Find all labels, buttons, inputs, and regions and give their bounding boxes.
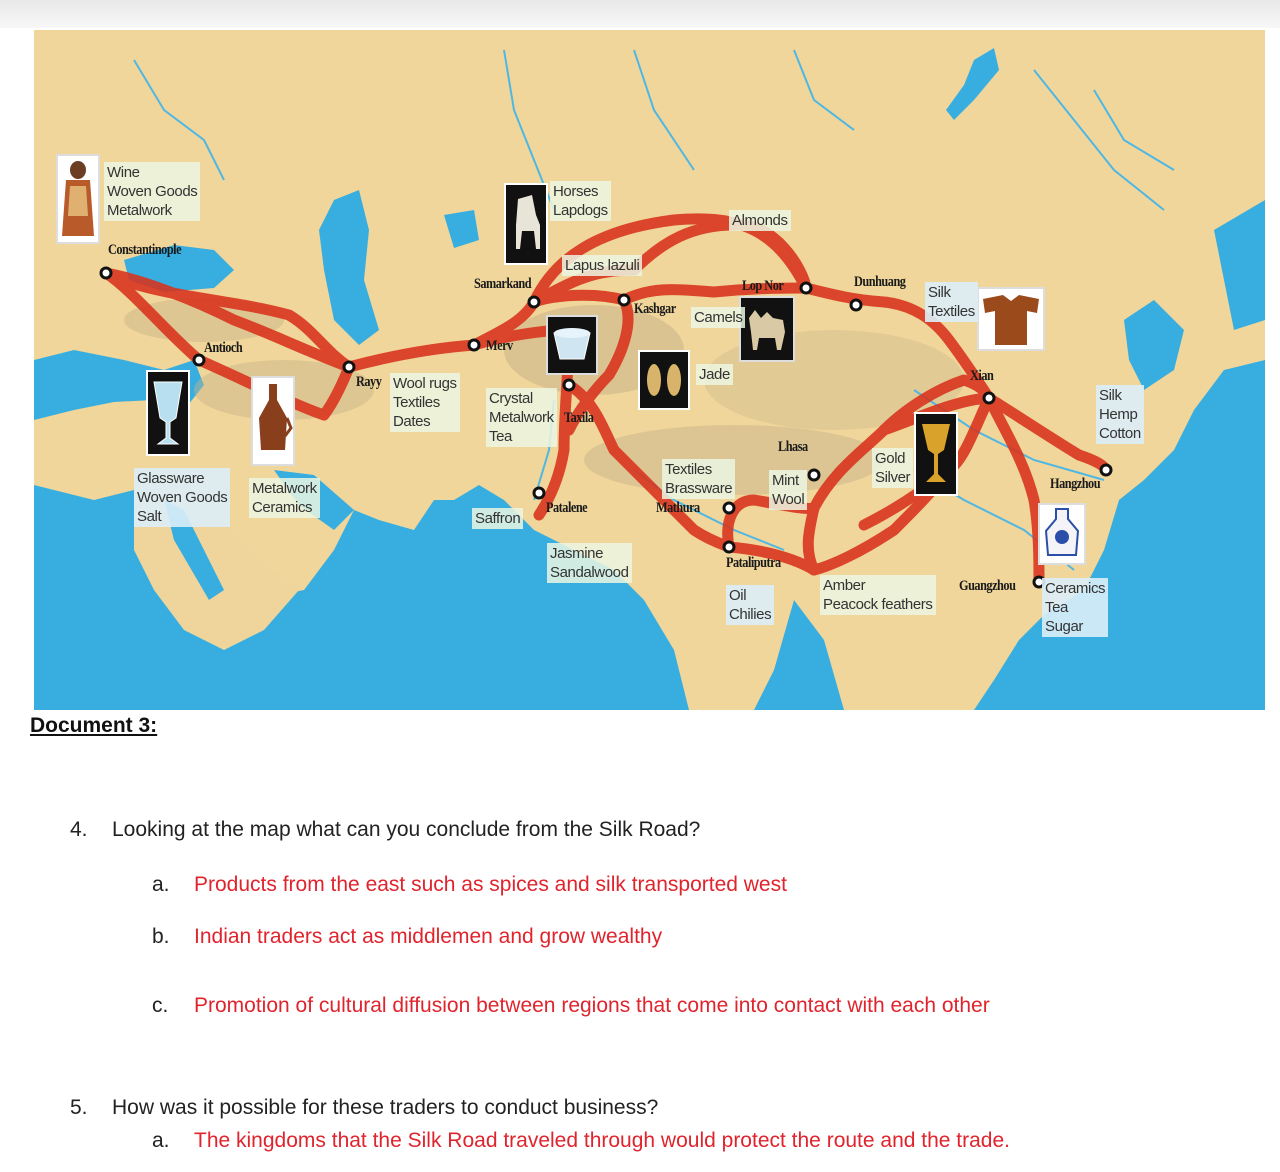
city-mathura: Mathura: [656, 500, 700, 516]
goods-antioch: Glassware Woven Goods Salt: [134, 468, 230, 527]
goods-mathura: Textiles Brassware: [662, 459, 735, 499]
marker-taxila: [564, 380, 574, 390]
answer-4b: [152, 925, 662, 949]
goods-lapis: Lapus lazuli: [562, 255, 642, 276]
city-taxila: Taxila: [564, 410, 594, 426]
marker-xian: [984, 393, 994, 403]
goods-merv: Crystal Metalwork Tea: [486, 388, 557, 447]
goods-jade: Jade: [696, 364, 733, 385]
goods-dunhuang: Silk Textiles: [925, 282, 978, 322]
goods-constantinople: Wine Woven Goods Metalwork: [104, 162, 200, 221]
city-rayy: Rayy: [356, 374, 382, 390]
goods-patalene: Jasmine Sandalwood: [547, 543, 632, 583]
marker-lhasa: [809, 470, 819, 480]
gold-chalice-image: [914, 412, 958, 496]
question-4-text: Looking at the map what can you conclude from the Silk Road?: [112, 818, 701, 841]
city-antioch: Antioch: [204, 340, 243, 356]
city-pataliputra: Pataliputra: [726, 555, 781, 571]
city-hangzhou: Hangzhou: [1050, 476, 1101, 492]
goods-samarkand: Horses Lapdogs: [550, 181, 611, 221]
ornament-image: [638, 350, 690, 410]
marker-patalene: [534, 488, 544, 498]
glass-goblet-image: [146, 370, 190, 456]
merchant-figure-image: [56, 154, 100, 244]
robe-image: [977, 287, 1045, 351]
answer-4a-text: Products from the east such as spices and silk transported west: [194, 873, 787, 896]
answer-5a-letter: a.: [152, 1129, 170, 1152]
goods-rayy: Wool rugs Textiles Dates: [390, 373, 460, 432]
city-kashgar: Kashgar: [634, 301, 676, 317]
goods-amber: Amber Peacock feathers: [820, 575, 936, 615]
crystal-bowl-image: [546, 315, 598, 375]
city-dunhuang: Dunhuang: [854, 274, 906, 290]
city-samarkand: Samarkand: [474, 276, 532, 292]
marker-constantinople: [101, 268, 111, 278]
marker-antioch: [194, 355, 204, 365]
goods-pataliputra: Oil Chilies: [726, 585, 774, 625]
document-label: Document 3:: [30, 714, 158, 737]
marker-hangzhou: [1101, 465, 1111, 475]
question-5-number: 5.: [70, 1096, 88, 1119]
answer-4c-text: Promotion of cultural diffusion between regions that come into contact with each other: [194, 994, 990, 1017]
city-guangzhou: Guangzhou: [959, 578, 1016, 594]
metal-jug-image: [251, 376, 295, 466]
city-lopnor: Lop Nor: [742, 278, 784, 294]
marker-mathura: [724, 503, 734, 513]
goods-camels: Camels: [691, 307, 745, 328]
silk-road-map: [34, 30, 1265, 710]
city-merv: Merv: [486, 338, 513, 354]
marker-lopnor: [801, 283, 811, 293]
porcelain-vase-image: [1038, 503, 1086, 565]
city-patalene: Patalene: [546, 500, 588, 516]
marker-kashgar: [619, 295, 629, 305]
goods-gold: Gold Silver: [872, 448, 913, 488]
goods-lhasa: Mint Wool: [769, 470, 807, 510]
question-5: [70, 1096, 658, 1120]
answer-5a-text: The kingdoms that the Silk Road traveled through would protect the route and the trade.: [194, 1129, 1010, 1152]
marker-dunhuang: [851, 300, 861, 310]
question-4-number: 4.: [70, 818, 88, 841]
goods-saffron: Saffron: [472, 508, 523, 529]
answer-4c: [152, 994, 990, 1018]
answer-4b-text: Indian traders act as middlemen and grow wealthy: [194, 925, 663, 948]
question-5-text: How was it possible for these traders to conduct business?: [112, 1096, 659, 1119]
marker-rayy: [344, 362, 354, 372]
top-bar: [0, 0, 1280, 28]
answer-4c-letter: c.: [152, 994, 169, 1017]
question-4: [70, 818, 700, 842]
goods-guangzhou: Ceramics Tea Sugar: [1042, 578, 1108, 637]
answer-5a: [152, 1129, 1010, 1153]
goods-almonds: Almonds: [729, 210, 791, 231]
city-constantinople: Constantinople: [108, 242, 182, 258]
marker-merv: [469, 340, 479, 350]
marker-pataliputra: [724, 542, 734, 552]
city-xian: Xian: [970, 368, 994, 384]
marker-samarkand: [529, 297, 539, 307]
city-lhasa: Lhasa: [778, 439, 808, 455]
answer-4b-letter: b.: [152, 925, 170, 948]
answer-4a: [152, 873, 787, 897]
goods-west: Metalwork Ceramics: [249, 478, 320, 518]
answer-4a-letter: a.: [152, 873, 170, 896]
camel-image: [739, 296, 795, 362]
goods-hangzhou: Silk Hemp Cotton: [1096, 385, 1144, 444]
horse-figure-image: [504, 183, 548, 265]
